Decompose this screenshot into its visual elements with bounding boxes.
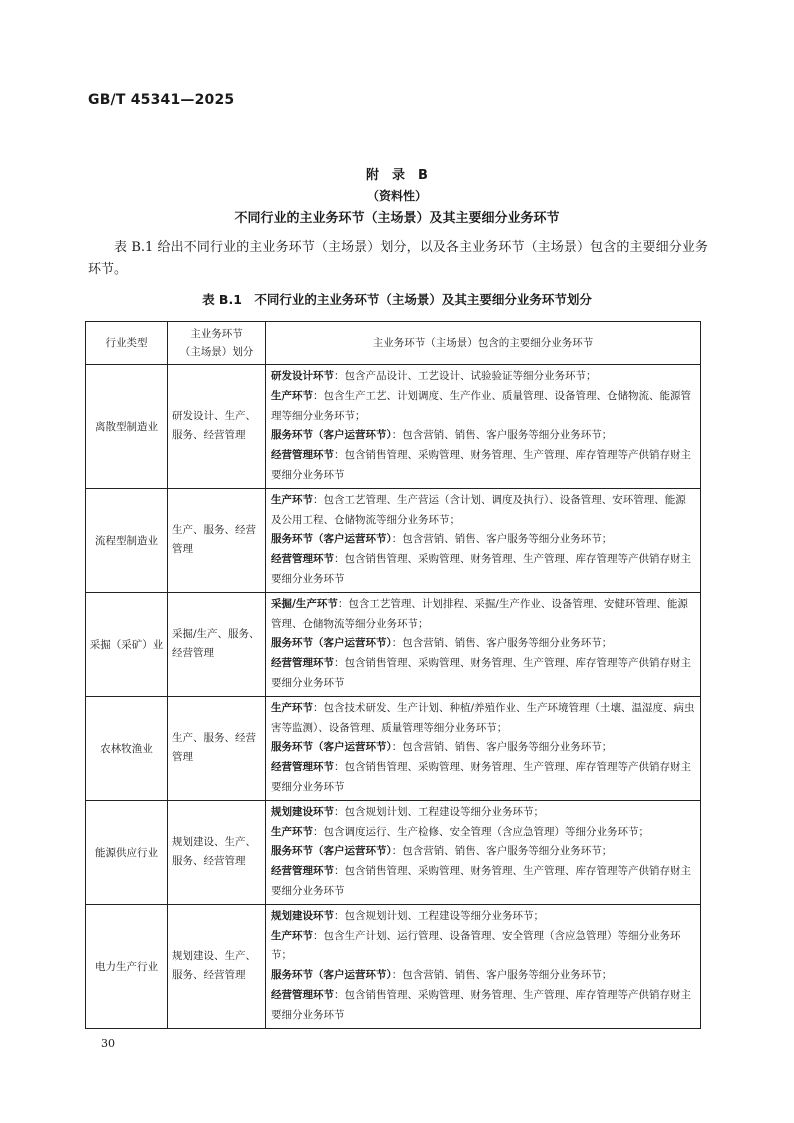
detail-label: 服务环节（客户运营环节） [271,637,392,650]
appendix-nature: （资料性） [366,189,427,203]
detail-text: ：包含生产工艺、计划调度、生产作业、质量管理、设备管理、仓储物流、能源管理等细分业务环节； [271,389,691,422]
table-row [86,904,701,1028]
detail-label: 服务环节（客户运营环节） [271,969,392,982]
industry-table [85,321,701,1029]
table-header-row [86,322,701,365]
detail-label: 经营管理环节 [271,865,334,878]
detail-line [271,699,695,739]
detail-line [271,491,695,531]
detail-line [271,387,695,427]
header-details: 主业务环节（主场景）包含的主要细分业务环节 [266,322,701,365]
detail-line [271,446,695,486]
main-link-cell: 生产、服务、经营管理 [168,696,266,800]
detail-label: 规划建设环节 [271,909,334,922]
header-main-line2: （主场景）划分 [179,346,254,358]
table-row [86,800,701,904]
detail-label: 服务环节（客户运营环节） [271,429,392,442]
detail-label: 采掘/生产环节 [271,597,338,610]
detail-label: 经营管理环节 [271,657,334,670]
detail-line [271,966,695,986]
main-link-cell: 采掘/生产、服务、经营管理 [168,592,266,696]
detail-label: 服务环节（客户运营环节） [271,845,392,858]
detail-line [271,550,695,590]
detail-text: ：包含销售管理、采购管理、财务管理、生产管理、库存管理等产供销存财主要细分业务环节 [271,657,691,689]
detail-line [271,530,695,550]
detail-line [271,426,695,446]
details-cell [266,696,701,800]
details-cell [266,800,701,904]
detail-label: 经营管理环节 [271,553,334,566]
detail-line [271,803,695,823]
detail-text: ：包含营销、销售、客户服务等细分业务环节； [391,741,613,754]
detail-label: 经营管理环节 [271,761,334,774]
page-number: 30 [101,1037,115,1050]
detail-text: ：包含工艺管理、计划排程、采掘/生产作业、设备管理、安健环管理、能源管理、仓储物流等细分业务环节； [271,597,688,630]
detail-line [271,758,695,798]
detail-label: 生产环节 [271,493,313,506]
header-industry: 行业类型 [86,322,168,365]
detail-label: 生产环节 [271,701,313,714]
table-row [86,365,701,489]
detail-label: 规划建设环节 [271,805,334,818]
table-caption: 表 B.1 不同行业的主业务环节（主场景）及其主要细分业务环节划分 [202,292,592,307]
detail-text: ：包含调度运行、生产检修、安全管理（含应急管理）等细分业务环节； [313,825,649,838]
detail-line [271,907,695,927]
detail-text: ：包含销售管理、采购管理、财务管理、生产管理、库存管理等产供销存财主要细分业务环节 [271,761,691,793]
detail-label: 经营管理环节 [271,449,334,462]
detail-text: ：包含生产计划、运行管理、设备管理、安全管理（含应急管理）等细分业务环节； [271,929,681,962]
detail-line [271,986,695,1026]
details-cell [266,365,701,489]
detail-text: ：包含营销、销售、客户服务等细分业务环节； [391,533,613,546]
main-link-cell: 规划建设、生产、服务、经营管理 [168,800,266,904]
detail-label: 生产环节 [271,929,313,942]
detail-line [271,842,695,862]
standard-code: GB/T 45341—2025 [88,92,235,108]
detail-label: 生产环节 [271,389,313,402]
industry-cell: 电力生产行业 [86,904,168,1028]
detail-text: ：包含工艺管理、生产营运（含计划、调度及执行）、设备管理、安环管理、能源及公用工程、仓储物流等细分业务环节； [271,493,686,526]
details-cell [266,904,701,1028]
detail-text: ：包含规划计划、工程建设等细分业务环节； [334,909,544,922]
table-row [86,592,701,696]
details-cell [266,592,701,696]
detail-line [271,823,695,843]
detail-label: 服务环节（客户运营环节） [271,533,392,546]
detail-line [271,738,695,758]
header-main-line1: 主业务环节 [190,328,243,340]
intro-paragraph: 表 B.1 给出不同行业的主业务环节（主场景）划分，以及各主业务环节（主场景）包含的主要细分业务环节。 [88,240,708,277]
industry-cell: 流程型制造业 [86,488,168,592]
appendix-subject: 不同行业的主业务环节（主场景）及其主要细分业务环节 [234,211,560,226]
detail-text: ：包含规划计划、工程建设等细分业务环节； [334,805,544,818]
details-cell [266,488,701,592]
detail-line [271,634,695,654]
detail-label: 经营管理环节 [271,988,334,1001]
detail-line [271,927,695,967]
industry-cell: 农林牧渔业 [86,696,168,800]
table-row [86,488,701,592]
detail-text: ：包含营销、销售、客户服务等细分业务环节； [391,845,613,858]
industry-cell: 采掘（采矿）业 [86,592,168,696]
detail-label: 生产环节 [271,825,313,838]
appendix-title: 附 录 B [366,168,428,183]
detail-text: ：包含销售管理、采购管理、财务管理、生产管理、库存管理等产供销存财主要细分业务环节 [271,553,691,585]
detail-label: 研发设计环节 [271,370,334,382]
detail-label: 服务环节（客户运营环节） [271,741,392,754]
detail-text: ：包含技术研发、生产计划、种植/养殖作业、生产环境管理（土壤、温湿度、病虫害等监测）、设备管理、质量管理等细分业务环节； [271,701,695,734]
header-main-link [168,322,266,365]
table-body [86,365,701,1029]
detail-text: ：包含营销、销售、客户服务等细分业务环节； [391,969,613,982]
detail-text: ：包含营销、销售、客户服务等细分业务环节； [391,637,613,650]
main-link-cell: 规划建设、生产、服务、经营管理 [168,904,266,1028]
industry-cell: 离散型制造业 [86,365,168,489]
detail-text: ：包含营销、销售、客户服务等细分业务环节； [391,429,613,442]
detail-line [271,654,695,694]
detail-text: ：包含销售管理、采购管理、财务管理、生产管理、库存管理等产供销存财主要细分业务环节 [271,449,691,481]
main-link-cell: 生产、服务、经营管理 [168,488,266,592]
industry-cell: 能源供应行业 [86,800,168,904]
table-row [86,696,701,800]
main-link-cell: 研发设计、生产、服务、经营管理 [168,365,266,489]
detail-text: ：包含销售管理、采购管理、财务管理、生产管理、库存管理等产供销存财主要细分业务环节 [271,865,691,897]
detail-line [271,367,695,387]
detail-text: ：包含产品设计、工艺设计、试验验证等细分业务环节； [334,370,597,382]
detail-line [271,595,695,635]
detail-text: ：包含销售管理、采购管理、财务管理、生产管理、库存管理等产供销存财主要细分业务环节 [271,988,691,1021]
detail-line [271,862,695,902]
